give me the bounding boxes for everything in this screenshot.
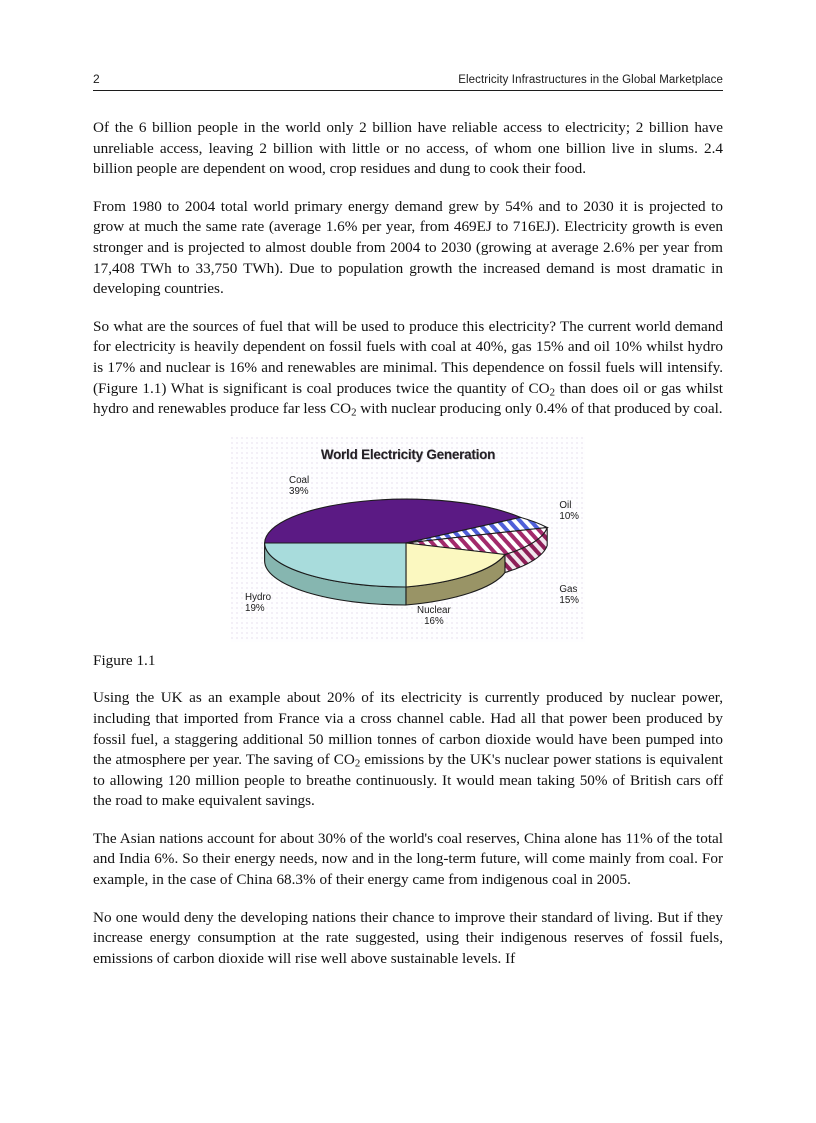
paragraph-4 <box>93 688 723 812</box>
pie-label-oil <box>559 500 579 523</box>
pie-label-nuclear <box>417 605 451 628</box>
pie-svg <box>259 497 553 607</box>
pie-label-oil-name: Oil <box>559 499 572 511</box>
header-page-number: 2 <box>93 72 100 86</box>
co2-subscript-a: 2 <box>549 385 556 398</box>
pie-label-gas-value: 15% <box>559 595 579 607</box>
co2-subscript-b: 2 <box>351 406 357 419</box>
document-body <box>93 118 723 969</box>
pie-label-nuclear-value: 16% <box>424 616 444 628</box>
page-header <box>93 72 723 86</box>
pie-label-coal-value: 39% <box>289 486 309 498</box>
chart-title: World Electricity Generation <box>320 446 496 462</box>
pie-label-hydro <box>245 592 271 615</box>
pie-chart <box>231 437 585 642</box>
paragraph-3-text-c: with nuclear producing only 0.4% of that produced by coal. <box>356 400 723 418</box>
figure-caption: Figure 1.1 <box>93 651 156 669</box>
pie-label-hydro-value: 19% <box>245 603 265 615</box>
pie-label-gas <box>559 584 579 607</box>
pie-label-hydro-name: Hydro <box>245 591 272 603</box>
paragraph-5: The Asian nations account for about 30% of the world's coal reserves, China alone has 11% of the total and India 6%. So their energy needs, now and in the long-term future, will come mainly from coal. For example, in the case of China 68.3% of their energy came from indigenous coal in 2005. <box>93 829 723 889</box>
pie-label-coal <box>289 475 309 498</box>
paragraph-2: From 1980 to 2004 total world primary energy demand grew by 54% and to 2030 it is projected to grow at much the same rate (average 1.6% per year, from 469EJ to 716EJ). Electricity growth is even stronger and is projected to almost double from 2004 to 2030 (growing at average 2.6% per year from 17,408 TWh to 33,750 TWh). Due to population growth the increased demand is most dramatic in developing countries. <box>93 197 723 298</box>
paragraph-1: Of the 6 billion people in the world only 2 billion have reliable access to electricity; 2 billion have unreliable access, leaving 2 billion with little or no access, of whom one billion live in slums. 2.4 billion people are dependent on wood, crop residues and dung to cook their food. <box>93 119 723 178</box>
paragraph-3-text-b: than does oil or gas whilst hydro and renewables produce far less CO <box>93 379 724 418</box>
paragraph-3 <box>93 317 723 420</box>
paragraph-6: No one would deny the developing nations their chance to improve their standard of living. But if they increase energy consumption at the rate suggested, using their indigenous reserves of fossil fuels, emissions of carbon dioxide will rise well above sustainable levels. If <box>93 908 723 967</box>
figure-1-1 <box>93 437 723 642</box>
co2-subscript-c: 2 <box>354 757 361 770</box>
header-title: Electricity Infrastructures in the Global Marketplace <box>458 74 723 86</box>
pie-label-coal-name: Coal <box>289 474 310 486</box>
paragraph-4-text-a: Using the UK as an example about 20% of its electricity is currently produced by nuclear power, including that imported from France via a cross channel cable. Had all that power been produced by fossil fuel, a staggering additional 50 million tonnes of carbon dioxide would have been pumped into the atmosphere per year. The saving of CO <box>93 689 723 769</box>
pie-label-oil-value: 10% <box>559 511 579 523</box>
header-rule <box>93 90 723 91</box>
paragraph-3-text-a: So what are the sources of fuel that will be used to produce this electricity? The current world demand for electricity is heavily dependent on fossil fuels with coal at 40%, gas 15% and oil 10% whilst hydro is 17% and nuclear is 16% and renewables are minimal. This dependence on fossil fuels will intensify. (Figure 1.1) What is significant is coal produces twice the quantity of CO <box>93 317 723 397</box>
pie-stage <box>259 497 553 607</box>
paragraph-4-text-b: emissions by the UK's nuclear power stations is equivalent to allowing 120 million people to breathe continuously. It would mean taking 50% of British cars off the road to make equivalent savings. <box>93 751 723 810</box>
pie-label-gas-name: Gas <box>559 583 578 595</box>
pie-label-nuclear-name: Nuclear <box>417 604 451 616</box>
